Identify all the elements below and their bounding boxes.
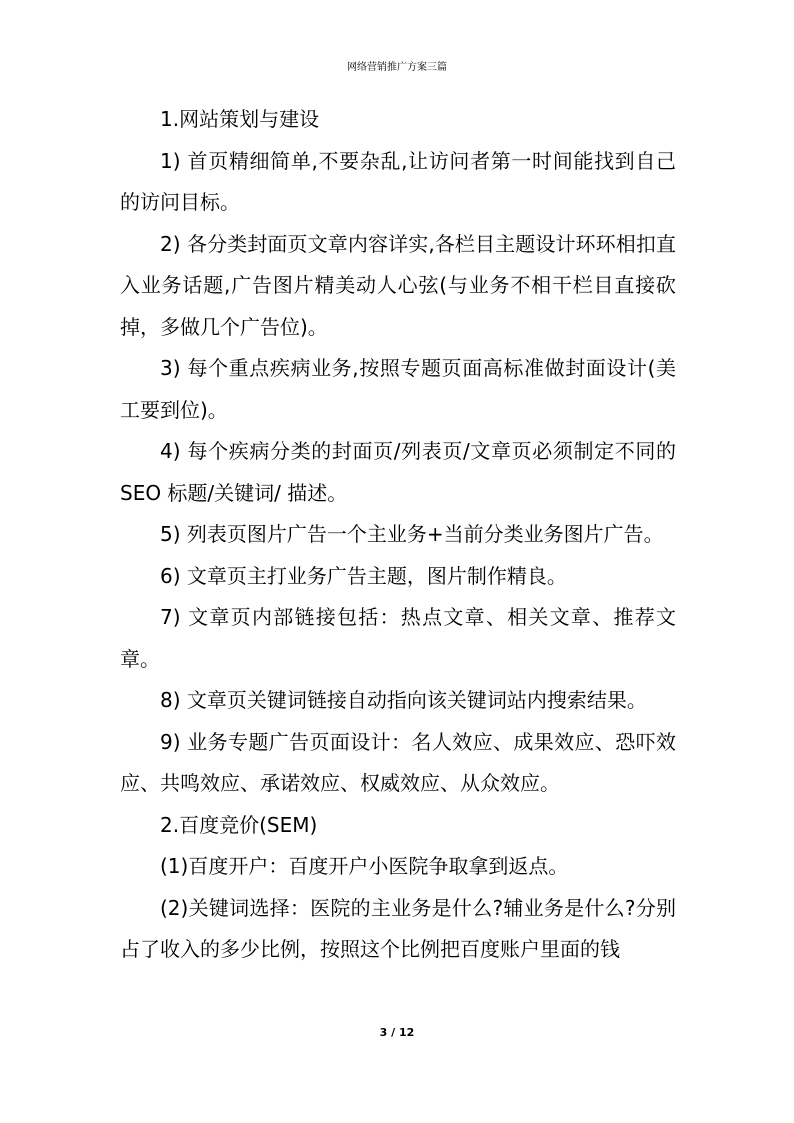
- paragraph: 6) 文章页主打业务广告主题，图片制作精良。: [160, 563, 567, 588]
- document-body: [120, 99, 676, 971]
- paragraph: (2)关键词选择：医院的主业务是什么?辅业务是什么?分别占了收入的多少比例，按照这个比例把百度账户里面的钱: [120, 895, 676, 961]
- paragraph: 4) 每个疾病分类的封面页/列表页/文章页必须制定不同的 SEO 标题/关键词/ 描述。: [120, 439, 676, 505]
- paragraph: 5) 列表页图片广告一个主业务+当前分类业务图片广告。: [160, 522, 664, 546]
- paragraph: 8) 文章页关键词链接自动指向该关键词站内搜索结果。: [160, 688, 647, 712]
- paragraph: 9) 业务专题广告页面设计：名人效应、成果效应、恐吓效应、共鸣效应、承诺效应、权威效应、从众效应。: [120, 729, 676, 795]
- section-heading: 2.百度竞价(SEM): [160, 812, 318, 837]
- paragraph: (1)百度开户：百度开户小医院争取拿到返点。: [160, 854, 569, 878]
- paragraph: 1) 首页精细简单,不要杂乱,让访问者第一时间能找到自己的访问目标。: [120, 148, 676, 214]
- section-heading: 1.网站策划与建设: [160, 107, 320, 131]
- paragraph: 3) 每个重点疾病业务,按照专题页面高标准做封面设计(美工要到位)。: [120, 356, 676, 422]
- page-header: 网络营销推广方案三篇: [347, 62, 447, 73]
- page-number: 3 / 12: [379, 1026, 415, 1039]
- paragraph: 2) 各分类封面页文章内容详实,各栏目主题设计环环相扣直入业务话题,广告图片精美动人心弦(与业务不相干栏目直接砍掉，多做几个广告位)。: [120, 231, 676, 339]
- paragraph: 7) 文章页内部链接包括：热点文章、相关文章、推荐文章。: [120, 605, 676, 671]
